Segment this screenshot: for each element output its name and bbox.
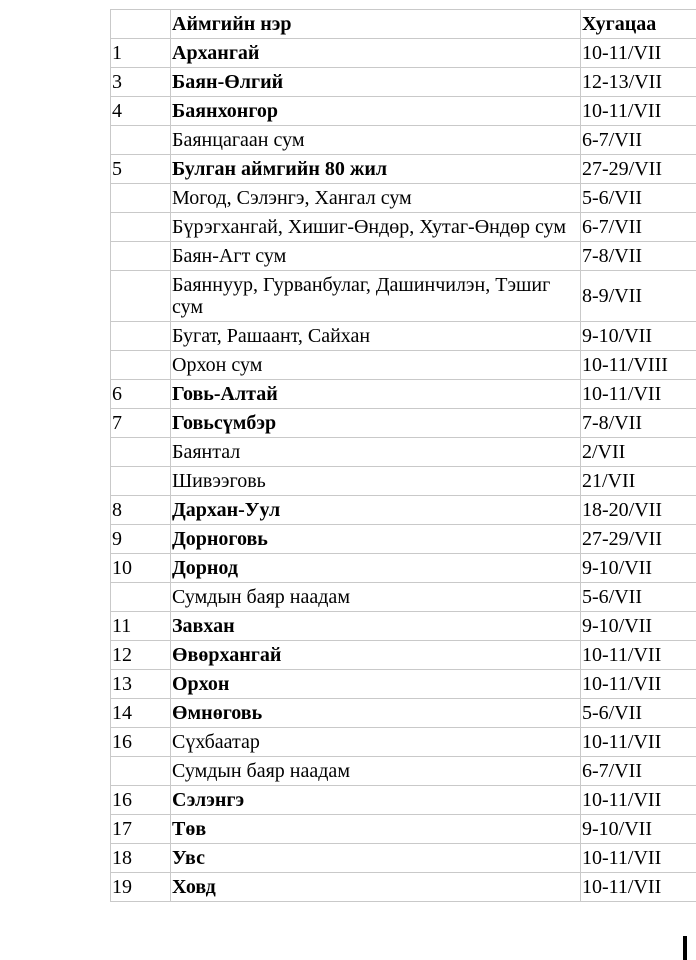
table-row	[111, 728, 696, 757]
row-number: 16	[111, 786, 171, 815]
table-row	[111, 242, 696, 271]
row-number: 19	[111, 873, 171, 902]
header-number	[111, 10, 171, 39]
row-aimag-name: Баянхонгор	[171, 97, 581, 126]
table-row	[111, 554, 696, 583]
table-row	[111, 583, 696, 612]
row-number: 18	[111, 844, 171, 873]
row-date: 10-11/VII	[581, 641, 696, 670]
row-number: 10	[111, 554, 171, 583]
row-date: 21/VII	[581, 467, 696, 496]
table-row	[111, 757, 696, 786]
table-row	[111, 68, 696, 97]
row-aimag-name: Төв	[171, 815, 581, 844]
table-row	[111, 322, 696, 351]
row-number	[111, 184, 171, 213]
row-aimag-name: Бүрэгхангай, Хишиг-Өндөр, Хутаг-Өндөр сум	[171, 213, 581, 242]
row-date: 10-11/VII	[581, 97, 696, 126]
table-row	[111, 213, 696, 242]
table-row	[111, 271, 696, 322]
row-number: 11	[111, 612, 171, 641]
row-number	[111, 271, 171, 322]
table-row	[111, 155, 696, 184]
row-number: 6	[111, 380, 171, 409]
row-aimag-name: Завхан	[171, 612, 581, 641]
row-number	[111, 583, 171, 612]
row-number	[111, 322, 171, 351]
row-number: 12	[111, 641, 171, 670]
table-row	[111, 641, 696, 670]
row-aimag-name: Дорноговь	[171, 525, 581, 554]
row-aimag-name: Говь-Алтай	[171, 380, 581, 409]
row-date: 8-9/VII	[581, 271, 696, 322]
row-aimag-name: Дорнод	[171, 554, 581, 583]
row-date: 10-11/VII	[581, 670, 696, 699]
row-number: 14	[111, 699, 171, 728]
row-number: 4	[111, 97, 171, 126]
row-aimag-name: Архангай	[171, 39, 581, 68]
row-number	[111, 757, 171, 786]
row-number	[111, 213, 171, 242]
row-number	[111, 438, 171, 467]
row-number: 3	[111, 68, 171, 97]
text-cursor	[683, 936, 687, 960]
table-header-row	[111, 10, 696, 39]
table-row	[111, 873, 696, 902]
header-date: Хугацаа	[581, 10, 696, 39]
table-row	[111, 126, 696, 155]
row-aimag-name: Өмнөговь	[171, 699, 581, 728]
row-date: 12-13/VII	[581, 68, 696, 97]
row-date: 10-11/VII	[581, 39, 696, 68]
row-date: 27-29/VII	[581, 525, 696, 554]
table-row	[111, 438, 696, 467]
row-aimag-name: Говьсүмбэр	[171, 409, 581, 438]
table-row	[111, 97, 696, 126]
table-row	[111, 351, 696, 380]
row-date: 2/VII	[581, 438, 696, 467]
header-aimag-name: Аймгийн нэр	[171, 10, 581, 39]
row-aimag-name: Сумдын баяр наадам	[171, 583, 581, 612]
table-row	[111, 844, 696, 873]
row-aimag-name: Ховд	[171, 873, 581, 902]
table-row	[111, 815, 696, 844]
row-date: 6-7/VII	[581, 757, 696, 786]
row-date: 27-29/VII	[581, 155, 696, 184]
row-aimag-name: Увс	[171, 844, 581, 873]
row-aimag-name: Баянтал	[171, 438, 581, 467]
table-row	[111, 39, 696, 68]
row-number	[111, 467, 171, 496]
row-aimag-name: Сумдын баяр наадам	[171, 757, 581, 786]
row-date: 10-11/VII	[581, 380, 696, 409]
row-aimag-name: Орхон сум	[171, 351, 581, 380]
row-date: 10-11/VIII	[581, 351, 696, 380]
row-aimag-name: Баяннуур, Гурванбулаг, Дашинчилэн, Тэшиг сум	[171, 271, 581, 322]
row-aimag-name: Сэлэнгэ	[171, 786, 581, 815]
table-row	[111, 786, 696, 815]
row-date: 5-6/VII	[581, 184, 696, 213]
row-number: 16	[111, 728, 171, 757]
row-date: 9-10/VII	[581, 612, 696, 641]
table-row	[111, 496, 696, 525]
row-number	[111, 126, 171, 155]
row-number: 8	[111, 496, 171, 525]
row-date: 5-6/VII	[581, 583, 696, 612]
row-aimag-name: Орхон	[171, 670, 581, 699]
row-aimag-name: Баян-Агт сум	[171, 242, 581, 271]
table-row	[111, 467, 696, 496]
row-number: 7	[111, 409, 171, 438]
row-date: 5-6/VII	[581, 699, 696, 728]
row-date: 10-11/VII	[581, 728, 696, 757]
row-aimag-name: Могод, Сэлэнгэ, Хангал сум	[171, 184, 581, 213]
document-page	[110, 9, 696, 902]
row-aimag-name: Бугат, Рашаант, Сайхан	[171, 322, 581, 351]
row-number: 17	[111, 815, 171, 844]
row-number	[111, 242, 171, 271]
row-date: 9-10/VII	[581, 322, 696, 351]
row-date: 7-8/VII	[581, 409, 696, 438]
row-number: 13	[111, 670, 171, 699]
table-row	[111, 525, 696, 554]
row-number: 9	[111, 525, 171, 554]
row-date: 9-10/VII	[581, 554, 696, 583]
row-aimag-name: Дархан-Уул	[171, 496, 581, 525]
naadam-schedule-table	[110, 9, 696, 902]
row-aimag-name: Сүхбаатар	[171, 728, 581, 757]
table-row	[111, 409, 696, 438]
row-date: 18-20/VII	[581, 496, 696, 525]
row-number: 5	[111, 155, 171, 184]
table-body	[111, 39, 696, 902]
table-row	[111, 670, 696, 699]
row-aimag-name: Шивээговь	[171, 467, 581, 496]
row-number	[111, 351, 171, 380]
row-date: 6-7/VII	[581, 213, 696, 242]
row-date: 7-8/VII	[581, 242, 696, 271]
row-aimag-name: Баянцагаан сум	[171, 126, 581, 155]
row-date: 10-11/VII	[581, 786, 696, 815]
row-date: 9-10/VII	[581, 815, 696, 844]
row-date: 10-11/VII	[581, 873, 696, 902]
row-aimag-name: Өвөрхангай	[171, 641, 581, 670]
table-row	[111, 380, 696, 409]
table-row	[111, 184, 696, 213]
row-date: 6-7/VII	[581, 126, 696, 155]
table-row	[111, 612, 696, 641]
row-aimag-name: Баян-Өлгий	[171, 68, 581, 97]
row-aimag-name: Булган аймгийн 80 жил	[171, 155, 581, 184]
row-number: 1	[111, 39, 171, 68]
table-row	[111, 699, 696, 728]
row-date: 10-11/VII	[581, 844, 696, 873]
